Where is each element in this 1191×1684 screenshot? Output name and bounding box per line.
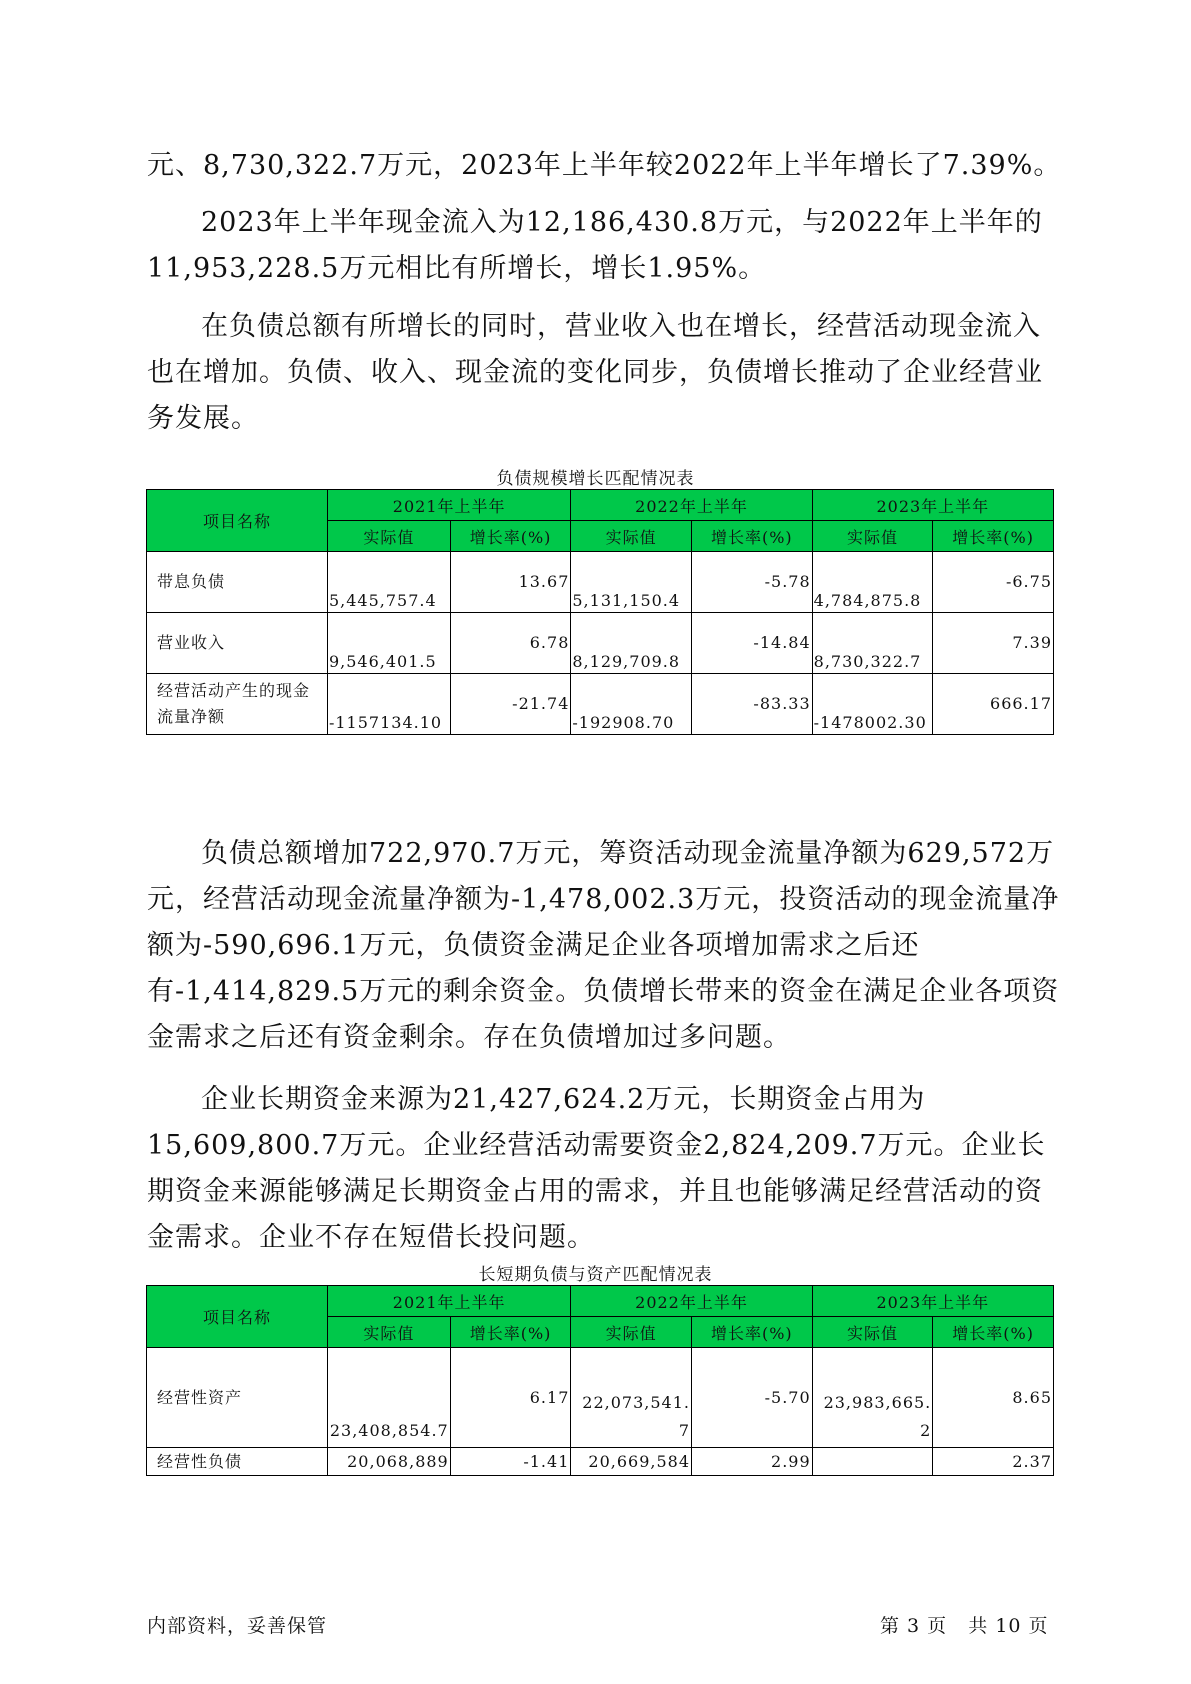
table-row bbox=[147, 552, 1054, 613]
actual-value bbox=[812, 1448, 933, 1476]
header-growth: 增长率(%) bbox=[933, 521, 1054, 552]
actual-value: 5,445,757.4 bbox=[327, 552, 450, 613]
table-caption: 长短期负债与资产匹配情况表 bbox=[478, 1265, 713, 1285]
row-name: 经营性资产 bbox=[147, 1348, 328, 1448]
header-period: 2021年上半年 bbox=[327, 1286, 570, 1317]
growth-rate: -21.74 bbox=[450, 674, 571, 735]
page-number: 第 3 页 共 10 页 bbox=[880, 1615, 1049, 1637]
growth-rate: -14.84 bbox=[692, 613, 813, 674]
row-name: 带息负债 bbox=[147, 552, 328, 613]
actual-value: 23,408,854.7 bbox=[327, 1348, 450, 1448]
actual-value: -1478002.30 bbox=[812, 674, 933, 735]
table-row bbox=[147, 1348, 1054, 1448]
growth-rate: -5.70 bbox=[692, 1348, 813, 1448]
actual-value: 5,131,150.4 bbox=[571, 552, 692, 613]
header-actual: 实际值 bbox=[571, 521, 692, 552]
paragraph-2: 2023年上半年现金流入为12,186,430.8万元，与2022年上半年的11,953,228.5万元相比有所增长，增长1.95%。 bbox=[147, 207, 1043, 284]
row-name: 经营性负债 bbox=[147, 1448, 328, 1476]
row-name: 营业收入 bbox=[147, 613, 328, 674]
header-growth: 增长率(%) bbox=[933, 1317, 1054, 1348]
debt-asset-match-table bbox=[146, 1285, 1054, 1476]
actual-value: 23,983,665.2 bbox=[812, 1348, 933, 1448]
header-period: 2023年上半年 bbox=[812, 1286, 1053, 1317]
header-growth: 增长率(%) bbox=[692, 1317, 813, 1348]
growth-rate: -6.75 bbox=[933, 552, 1054, 613]
header-actual: 实际值 bbox=[812, 521, 933, 552]
growth-rate: 7.39 bbox=[933, 613, 1054, 674]
paragraph-4: 负债总额增加722,970.7万元，筹资活动现金流量净额为629,572万元，经营活动现金流量净额为-1,478,002.3万元，投资活动的现金流量净额为-590,696.1万元，负债资金满足企业各项增加需求之后还有-1,414,829.5万元的剩余资金。负债增长带来的资金在满足企业各项资金需求之后还有资金剩余。存在负债增加过多问题。 bbox=[147, 838, 1060, 1053]
header-growth: 增长率(%) bbox=[692, 521, 813, 552]
table-row bbox=[147, 1448, 1054, 1476]
row-name: 经营活动产生的现金流量净额 bbox=[147, 674, 328, 735]
growth-rate: 13.67 bbox=[450, 552, 571, 613]
header-actual: 实际值 bbox=[327, 521, 450, 552]
header-actual: 实际值 bbox=[812, 1317, 933, 1348]
actual-value: 9,546,401.5 bbox=[327, 613, 450, 674]
footer-confidential: 内部资料，妥善保管 bbox=[147, 1615, 328, 1637]
debt-scale-table bbox=[146, 489, 1054, 735]
header-period: 2022年上半年 bbox=[571, 1286, 812, 1317]
table-row bbox=[147, 674, 1054, 735]
growth-rate: 2.99 bbox=[692, 1448, 813, 1476]
paragraph-5: 企业长期资金来源为21,427,624.2万元，长期资金占用为15,609,800.7万元。企业经营活动需要资金2,824,209.7万元。企业长期资金来源能够满足长期资金占用的需求，并且也能够满足经营活动的资金需求。企业不存在短借长投问题。 bbox=[147, 1084, 1046, 1253]
growth-rate: 6.17 bbox=[450, 1348, 571, 1448]
actual-value: -1157134.10 bbox=[327, 674, 450, 735]
actual-value: 20,068,889 bbox=[327, 1448, 450, 1476]
actual-value: 8,730,322.7 bbox=[812, 613, 933, 674]
growth-rate: 6.78 bbox=[450, 613, 571, 674]
header-period: 2022年上半年 bbox=[571, 490, 812, 521]
header-growth: 增长率(%) bbox=[450, 1317, 571, 1348]
growth-rate: -5.78 bbox=[692, 552, 813, 613]
table-row bbox=[147, 613, 1054, 674]
header-item-name: 项目名称 bbox=[147, 490, 328, 552]
header-actual: 实际值 bbox=[571, 1317, 692, 1348]
header-actual: 实际值 bbox=[327, 1317, 450, 1348]
paragraph-1: 元、8,730,322.7万元，2023年上半年较2022年上半年增长了7.39%。 bbox=[147, 150, 1062, 181]
header-growth: 增长率(%) bbox=[450, 521, 571, 552]
actual-value: 22,073,541.7 bbox=[571, 1348, 692, 1448]
header-period: 2023年上半年 bbox=[812, 490, 1053, 521]
actual-value: 4,784,875.8 bbox=[812, 552, 933, 613]
actual-value: -192908.70 bbox=[571, 674, 692, 735]
growth-rate: 2.37 bbox=[933, 1448, 1054, 1476]
header-period: 2021年上半年 bbox=[327, 490, 570, 521]
header-item-name: 项目名称 bbox=[147, 1286, 328, 1348]
table-caption: 负债规模增长匹配情况表 bbox=[496, 469, 695, 489]
actual-value: 20,669,584 bbox=[571, 1448, 692, 1476]
paragraph-3: 在负债总额有所增长的同时，营业收入也在增长，经营活动现金流入也在增加。负债、收入、现金流的变化同步，负债增长推动了企业经营业务发展。 bbox=[147, 311, 1043, 434]
growth-rate: -1.41 bbox=[450, 1448, 571, 1476]
actual-value: 8,129,709.8 bbox=[571, 613, 692, 674]
growth-rate: 8.65 bbox=[933, 1348, 1054, 1448]
growth-rate: 666.17 bbox=[933, 674, 1054, 735]
growth-rate: -83.33 bbox=[692, 674, 813, 735]
